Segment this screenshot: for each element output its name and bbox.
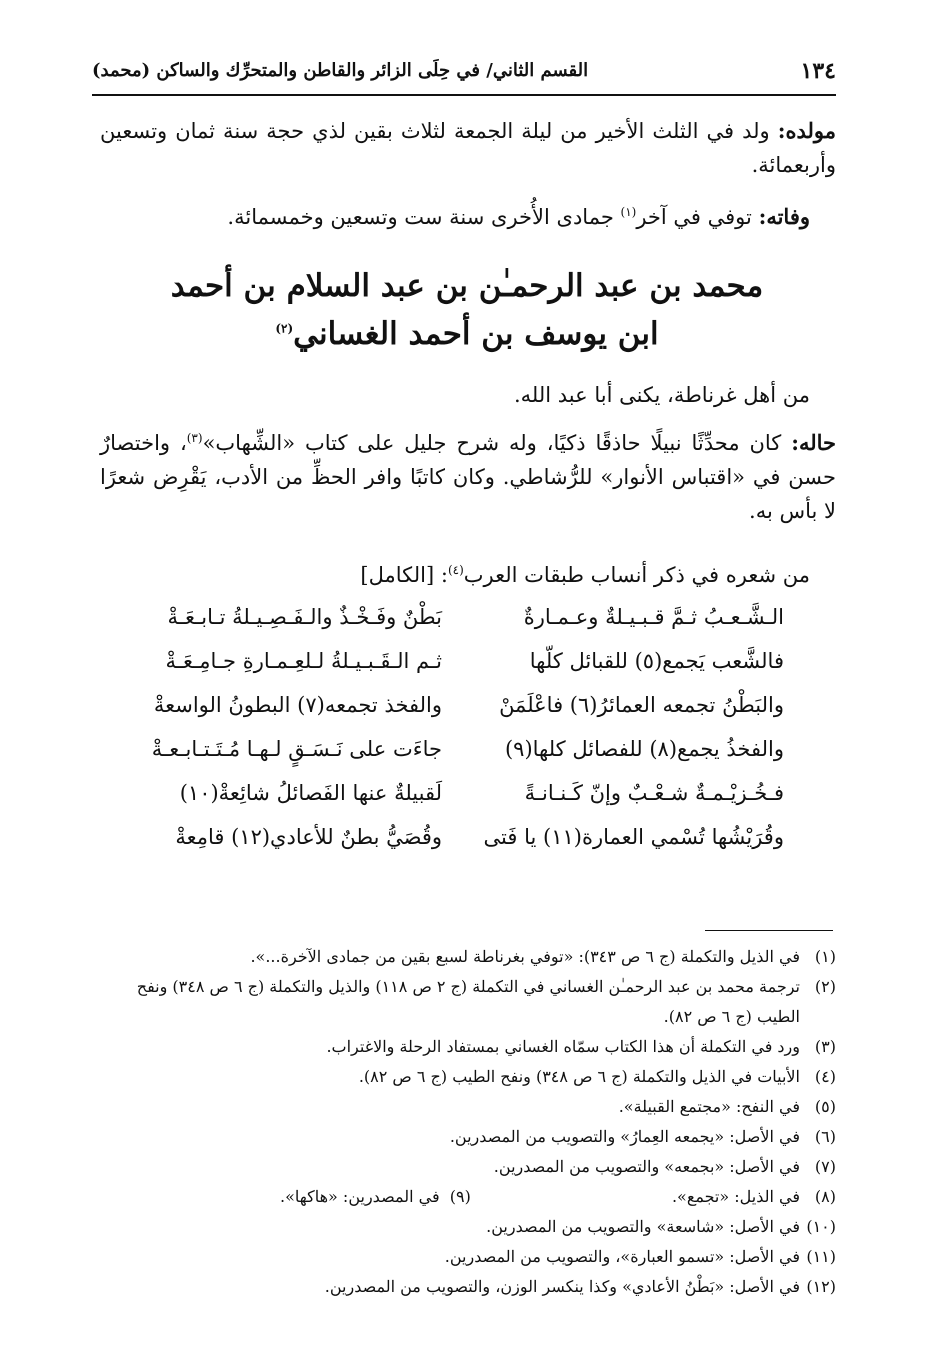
footnote — [100, 1242, 836, 1272]
page-number: ١٣٤ — [800, 58, 836, 84]
footnotes — [100, 942, 836, 1302]
hemistich-first: فـخُـزيْـمـةٌ شـعْـبٌ وإنّ كَـنـانـةً — [524, 781, 784, 805]
footnote — [100, 1272, 836, 1302]
poem-intro-text: من شعره في ذكر أنساب طبقات العرب — [463, 563, 810, 587]
footnote-number: (٣) — [814, 1037, 836, 1056]
footnote-text: في النفح: «مجتمع القبيلة». — [618, 1097, 800, 1116]
hal-paragraph — [100, 426, 836, 528]
running-title: القسم الثاني/ في حِلَى الزائر والقاطن والمتحرِّك والساكن (محمد) — [92, 60, 589, 81]
verse — [150, 737, 784, 781]
footnote-number: (١٢) — [806, 1277, 836, 1296]
footnote-number: (٦) — [814, 1127, 836, 1146]
footnote — [100, 972, 836, 1032]
footnote-ref-3[interactable]: (٣) — [186, 431, 203, 445]
footnote-text: في الأصل: «تسمو العبارة»، والتصويب من المصدرين. — [444, 1247, 800, 1266]
footnote-rule — [705, 930, 833, 931]
footnote-text: الأبيات في الذيل والتكملة (ج ٦ ص ٣٤٨) ونفح الطيب (ج ٦ ص ٨٢). — [358, 1067, 800, 1086]
footnote-text: ورد في التكملة أن هذا الكتاب سمّاه الغساني بمستفاد الرحلة والاغتراب. — [326, 1037, 800, 1056]
wafat-text-pre: توفي في آخر — [636, 205, 752, 229]
entry-title-line-1: محمد بن عبد الرحمـٰن بن عبد السلام بن أحمد — [170, 268, 764, 304]
footnote-number: (١٠) — [806, 1217, 836, 1236]
wafat-label: وفاته: — [758, 204, 810, 229]
verse — [150, 649, 784, 693]
footnote-text: في الأصل: «بجمعه» والتصويب من المصدرين. — [493, 1157, 800, 1176]
hemistich-first: وقُرَيْشُها تُسْمي العمارة(١١) يا فَتى — [483, 825, 784, 849]
origin-paragraph: من أهل غرناطة، يكنى أبا عبد الله. — [513, 383, 810, 407]
page-header — [92, 58, 836, 90]
footnote-number: (٢) — [814, 977, 836, 996]
footnote — [100, 1122, 836, 1152]
mawlid-label: مولده: — [777, 118, 836, 143]
hemistich-first: الـشَّـعـبُ ثـمَّ قـبـيـلةٌ وعـمـارةٌ — [523, 605, 784, 629]
hemistich-second: والفخذ تجمعه(٧) البطونُ الواسعةْ — [153, 693, 442, 717]
footnote-number: (١) — [814, 947, 836, 966]
hemistich-second: لَقبيلةٌ عنها الفَصائلُ شائِعةْ(١٠) — [179, 781, 442, 805]
footnote — [100, 1062, 836, 1092]
hemistich-first: والفخذُ يجمع(٨) للفصائل كلها(٩) — [504, 737, 784, 761]
footnote — [100, 1032, 836, 1062]
mawlid-paragraph — [100, 114, 836, 182]
entry-title — [100, 262, 834, 358]
poem-meter: : [الكامل] — [360, 563, 448, 587]
wafat-text-post: جمادى الأُخرى سنة ست وتسعين وخمسمائة. — [227, 205, 614, 229]
footnote-number: (٧) — [814, 1157, 836, 1176]
hal-text-b: ، واختصارٌ حسن في «اقتباس الأنوار» للرُّشاطي. وكان كاتبًا وافر الحظِّ من الأدب، يَقْرِض شعرًا لا بأس به. — [100, 431, 836, 523]
wafat-paragraph — [100, 200, 810, 234]
verse — [150, 825, 784, 869]
footnote-text: في الذيل والتكملة (ج ٦ ص ٣٤٣): «توفي بغرناطة لسبع بقين من جمادى الآخرة...». — [250, 947, 800, 966]
verse — [150, 693, 784, 737]
footnote-ref-1[interactable]: (١) — [620, 205, 637, 219]
entry-title-line-2: ابن يوسف بن أحمد الغساني$^{(٢)}$ — [275, 316, 659, 352]
hemistich-second: جاءَت على نَـسَـقٍ لـهـا مُـتَـتـابـعـةْ — [151, 737, 442, 761]
footnote — [100, 1182, 836, 1212]
footnote-ref-4[interactable]: (٤) — [447, 563, 464, 577]
footnote — [100, 1152, 836, 1182]
hemistich-first: فالشَّعب يَجمع(٥) للقبائل كلّها — [529, 649, 784, 673]
header-rule — [92, 94, 836, 96]
verse — [150, 781, 784, 825]
footnote — [100, 1092, 836, 1122]
poem-intro — [100, 558, 810, 592]
hemistich-second: بَطْنٌ وفَـخْـذٌ والـفَـصِـيـلةُ تـابـعَـةْ — [167, 605, 442, 629]
footnote — [100, 1212, 836, 1242]
footnote-ref-2[interactable]: (٢) — [275, 321, 294, 336]
footnote-text: في الأصل: «بَطْنُ الأعادي» وكذا ينكسر الوزن، والتصويب من المصدرين. — [324, 1277, 800, 1296]
verse — [150, 605, 784, 649]
footnote-second — [280, 1182, 471, 1212]
footnote-number: (٤) — [814, 1067, 836, 1086]
footnote-text: في الذيل: «تجمع». — [671, 1187, 800, 1206]
footnote-number: (١١) — [806, 1247, 836, 1266]
hemistich-second: وقُصَيُّ بطنٌ للأعادي(١٢) قامِعةْ — [175, 825, 442, 849]
poem — [150, 605, 784, 869]
mawlid-text: ولد في الثلث الأخير من ليلة الجمعة لثلاث بقين لذي حجة سنة ثمان وتسعين وأربعمائة. — [100, 119, 836, 177]
footnote-number: (٨) — [814, 1187, 836, 1206]
footnote — [100, 942, 836, 972]
hemistich-second: ثـم الـقَـبـيـلةُ لـلعِـمـارةِ جـامِـعَـةْ — [165, 649, 442, 673]
footnote-text: في الأصل: «يجمعه العِمارُ» والتصويب من المصدرين. — [449, 1127, 800, 1146]
footnote-number: (٥) — [814, 1097, 836, 1116]
footnote-number: (٩) — [449, 1187, 471, 1206]
hal-text-a: كان محدِّثًا نبيلًا حاذقًا ذكيًا، وله شرح جليل على كتاب «الشِّهاب» — [202, 431, 782, 455]
hemistich-first: والبَطْنُ تجمعه العمائرُ(٦) فاعْلَمَنْ — [499, 693, 784, 717]
footnote-text: في المصدرين: «هاكها». — [280, 1187, 440, 1206]
footnote-text: ترجمة محمد بن عبد الرحمـٰن الغساني في التكملة (ج ٢ ص ١١٨) والذيل والتكملة (ج ٦ ص ٣٤٨) ونفح الطيب (ج ٦ ص ٨٢). — [136, 977, 800, 1026]
hal-label: حاله: — [791, 430, 836, 455]
footnote-text: في الأصل: «شاسعة» والتصويب من المصدرين. — [486, 1217, 800, 1236]
